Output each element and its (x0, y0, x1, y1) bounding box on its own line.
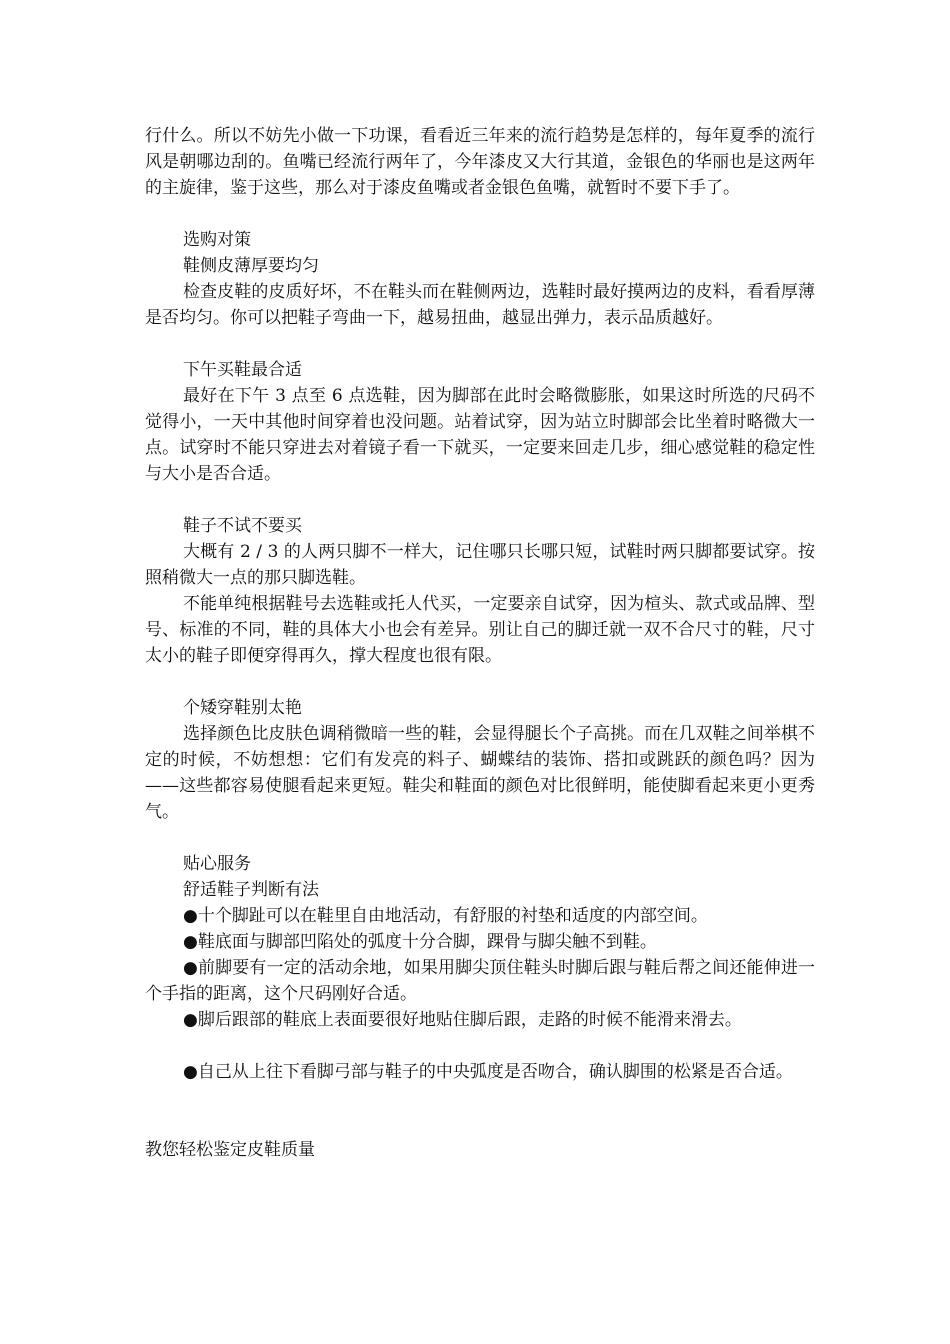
paragraph-try-on-2: 不能单纯根据鞋号去选鞋或托人代买，一定要亲自试穿，因为楦头、款式或品牌、型号、标准的不同，鞋的具体大小也会有差异。别让自己的脚迁就一双不合尺寸的鞋，尺寸太小的鞋子即便穿得再久，撑大程度也很有限。 (145, 594, 815, 666)
spacer (145, 331, 815, 357)
subheading-short: 个矮穿鞋别太艳 (183, 698, 302, 718)
bullet-item-last: ●自己从上往下看脚弓部与鞋子的中央弧度是否吻合，确认脚围的松紧是否合适。 (183, 1062, 793, 1082)
bullet-item: ●脚后跟部的鞋底上表面要很好地贴住脚后跟，走路的时候不能滑来滑去。 (183, 1010, 742, 1030)
section-heading-strategy: 选购对策 (183, 230, 251, 250)
paragraph-short: 选择颜色比皮肤色调稍微暗一些的鞋，会显得腿长个子高挑。而在几双鞋之间举棋不定的时候，不妨想想：它们有发亮的料子、蝴蝶结的装饰、搭扣或跳跃的颜色吗？因为——这些都容易使腿看起来更短。鞋尖和鞋面的颜色对比很鲜明，能使脚看起来更小更秀气。 (145, 724, 815, 822)
intro-paragraph: 行什么。所以不妨先小做一下功课，看看近三年来的流行趋势是怎样的，每年夏季的流行风是朝哪边刮的。鱼嘴已经流行两年了，今年漆皮又大行其道，金银色的华丽也是这两年的主旋律，鉴于这些，那么对于漆皮鱼嘴或者金银色鱼嘴，就暂时不要下手了。 (145, 126, 815, 198)
footer-heading: 教您轻松鉴定皮鞋质量 (145, 1140, 315, 1160)
spacer (145, 669, 815, 695)
spacer (145, 487, 815, 513)
paragraph-afternoon: 最好在下午 3 点至 6 点选鞋，因为脚部在此时会略微膨胀，如果这时所选的尺码不觉得小，一天中其他时间穿着也没问题。站着试穿，因为站立时脚部会比坐着时略微大一点。试穿时不能只穿进去对着镜子看一下就买，一定要来回走几步，细心感觉鞋的稳定性与大小是否合适。 (145, 386, 815, 484)
spacer (145, 1033, 815, 1059)
subheading-side-leather: 鞋侧皮薄厚要均匀 (183, 256, 319, 276)
spacer (145, 1085, 815, 1137)
subheading-comfort: 舒适鞋子判断有法 (183, 880, 319, 900)
spacer (145, 201, 815, 227)
bullet-item: ●鞋底面与脚部凹陷处的弧度十分合脚，踝骨与脚尖触不到鞋。 (183, 932, 657, 952)
subheading-try-on: 鞋子不试不要买 (183, 516, 302, 536)
spacer (145, 825, 815, 851)
bullet-item: ●前脚要有一定的活动余地，如果用脚尖顶住鞋头时脚后跟与鞋后帮之间还能伸进一个手指的距离，这个尺码刚好合适。 (145, 958, 815, 1004)
subheading-afternoon: 下午买鞋最合适 (183, 360, 302, 380)
paragraph-try-on-1: 大概有 2 / 3 的人两只脚不一样大，记住哪只长哪只短，试鞋时两只脚都要试穿。按照稍微大一点的那只脚选鞋。 (145, 542, 815, 588)
document-body (145, 123, 815, 1163)
bullet-item: ●十个脚趾可以在鞋里自由地活动，有舒服的衬垫和适度的内部空间。 (183, 906, 708, 926)
section-heading-service: 贴心服务 (183, 854, 251, 874)
paragraph-side-leather: 检查皮鞋的皮质好坏，不在鞋头而在鞋侧两边，选鞋时最好摸两边的皮料，看看厚薄是否均匀。你可以把鞋子弯曲一下，越易扭曲，越显出弹力，表示品质越好。 (145, 282, 815, 328)
